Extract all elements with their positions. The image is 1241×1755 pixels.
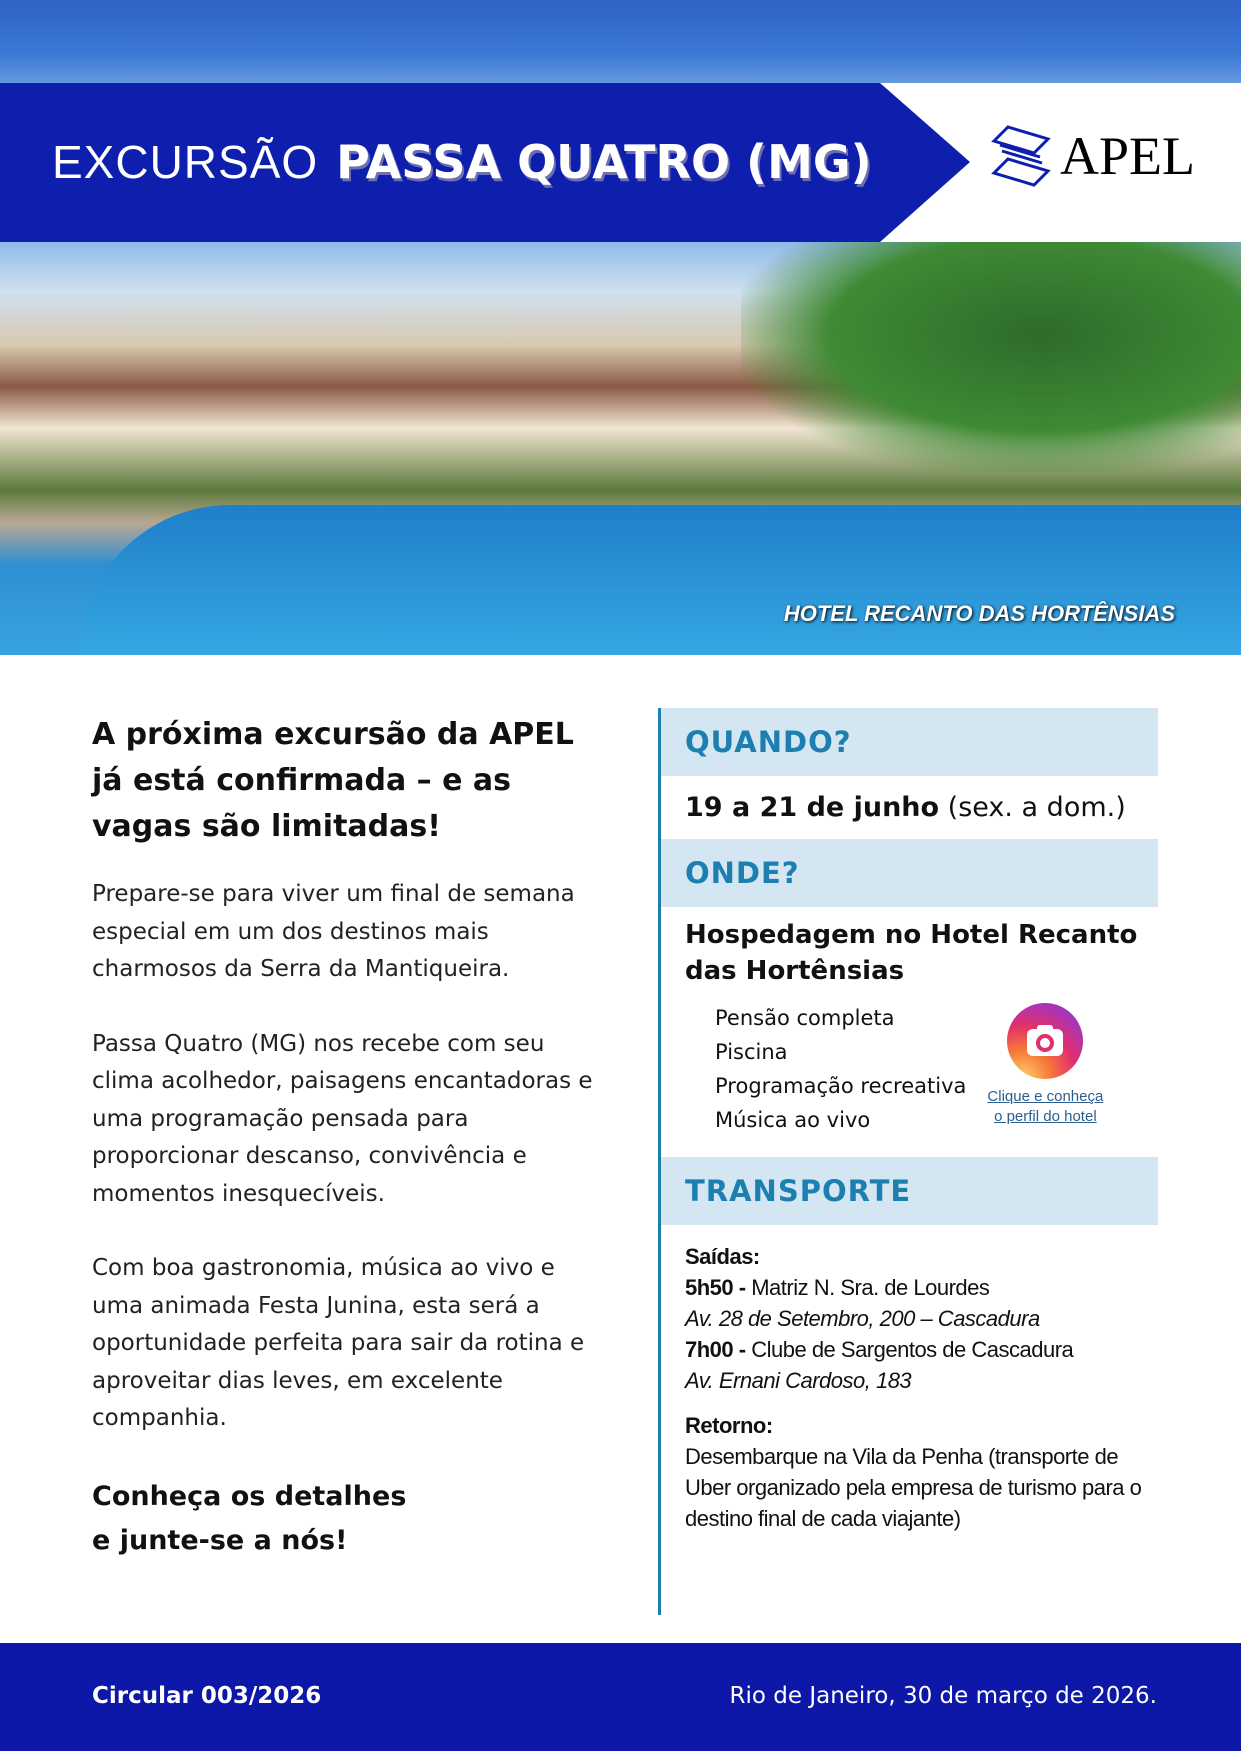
where-section — [661, 917, 1158, 1137]
when-dates — [661, 776, 1158, 839]
intro-paragraph: Com boa gastronomia, música ao vivo e uma animada Festa Junina, esta será a oportunidade perfeita para sair da rotina e aproveitar dias leves, em excelente companhia. — [92, 1255, 585, 1431]
return-label: Retorno: — [685, 1413, 773, 1438]
transport-section — [661, 1225, 1158, 1534]
logo-text: APEL — [1060, 126, 1195, 186]
departure-time: 7h00 - — [685, 1337, 746, 1362]
intro-paragraph: Prepare-se para viver um final de semana especial em um dos destinos mais charmosos da Serra da Mantiqueira. — [92, 881, 575, 982]
amenity-item: Pensão completa — [715, 1006, 895, 1030]
hotel-photo — [0, 242, 1241, 655]
transport-heading: TRANSPORTE — [661, 1157, 1158, 1225]
instagram-link[interactable] — [980, 1001, 1110, 1137]
instagram-icon[interactable] — [1007, 1003, 1083, 1079]
where-heading: ONDE? — [661, 839, 1158, 907]
sky-image — [0, 0, 1241, 90]
departures-label: Saídas: — [685, 1244, 760, 1269]
intro-headline: A próxima excursão da APEL já está confirmada – e as vagas são limitadas! — [92, 717, 574, 844]
intro-column — [92, 712, 612, 1563]
days: (sex. a dom.) — [947, 792, 1126, 823]
amenity-item: Programação recreativa — [715, 1074, 967, 1098]
amenity-list — [715, 1001, 966, 1137]
intro-paragraph: Passa Quatro (MG) nos recebe com seu clima acolhedor, paisagens encantadoras e uma programação pensada para proporcionar descanso, convivência e momentos inesquecíveis. — [92, 1030, 593, 1207]
page-title — [52, 135, 872, 189]
photo-caption: HOTEL RECANTO DAS HORTÊNSIAS — [783, 601, 1175, 626]
hotel-title: Hospedagem no Hotel Recanto das Hortênsias — [685, 920, 1138, 986]
footer — [0, 1643, 1241, 1751]
instagram-link-text[interactable] — [980, 1087, 1110, 1127]
pool — [80, 505, 1241, 655]
apel-logo — [988, 125, 1195, 187]
when-heading: QUANDO? — [661, 708, 1158, 776]
dates: 19 a 21 de junho — [685, 792, 940, 823]
circular-number: Circular 003/2026 — [92, 1683, 322, 1709]
amenity-item: Música ao vivo — [715, 1108, 871, 1132]
amenity-item: Piscina — [715, 1040, 788, 1064]
link-line[interactable]: o perfil do hotel — [994, 1108, 1097, 1125]
departure-time: 5h50 - — [685, 1275, 746, 1300]
cta-line: Conheça os detalhes — [92, 1480, 407, 1512]
footer-date: Rio de Janeiro, 30 de março de 2026. — [729, 1683, 1157, 1709]
link-line[interactable]: Clique e conheça — [987, 1088, 1104, 1105]
trees — [741, 242, 1241, 472]
cta-line: e junte-se a nós! — [92, 1524, 348, 1556]
cta-heading — [92, 1475, 612, 1563]
departure-place: Matriz N. Sra. de Lourdes — [751, 1275, 990, 1300]
return-text: Desembarque na Vila da Penha (transporte de Uber organizado pela empresa de turismo para o destino final de cada viajante) — [685, 1444, 1142, 1531]
departure-address: Av. Ernani Cardoso, 183 — [685, 1368, 912, 1393]
departure-place: Clube de Sargentos de Cascadura — [751, 1337, 1074, 1362]
title-light: EXCURSÃO — [52, 136, 319, 188]
details-column — [658, 708, 1158, 1615]
departure-address: Av. 28 de Setembro, 200 – Cascadura — [685, 1306, 1040, 1331]
amenities — [685, 1001, 1158, 1137]
header-banner — [0, 83, 1241, 242]
title-bold: PASSA QUATRO (MG) — [336, 135, 872, 189]
apel-logo-icon — [988, 125, 1054, 187]
